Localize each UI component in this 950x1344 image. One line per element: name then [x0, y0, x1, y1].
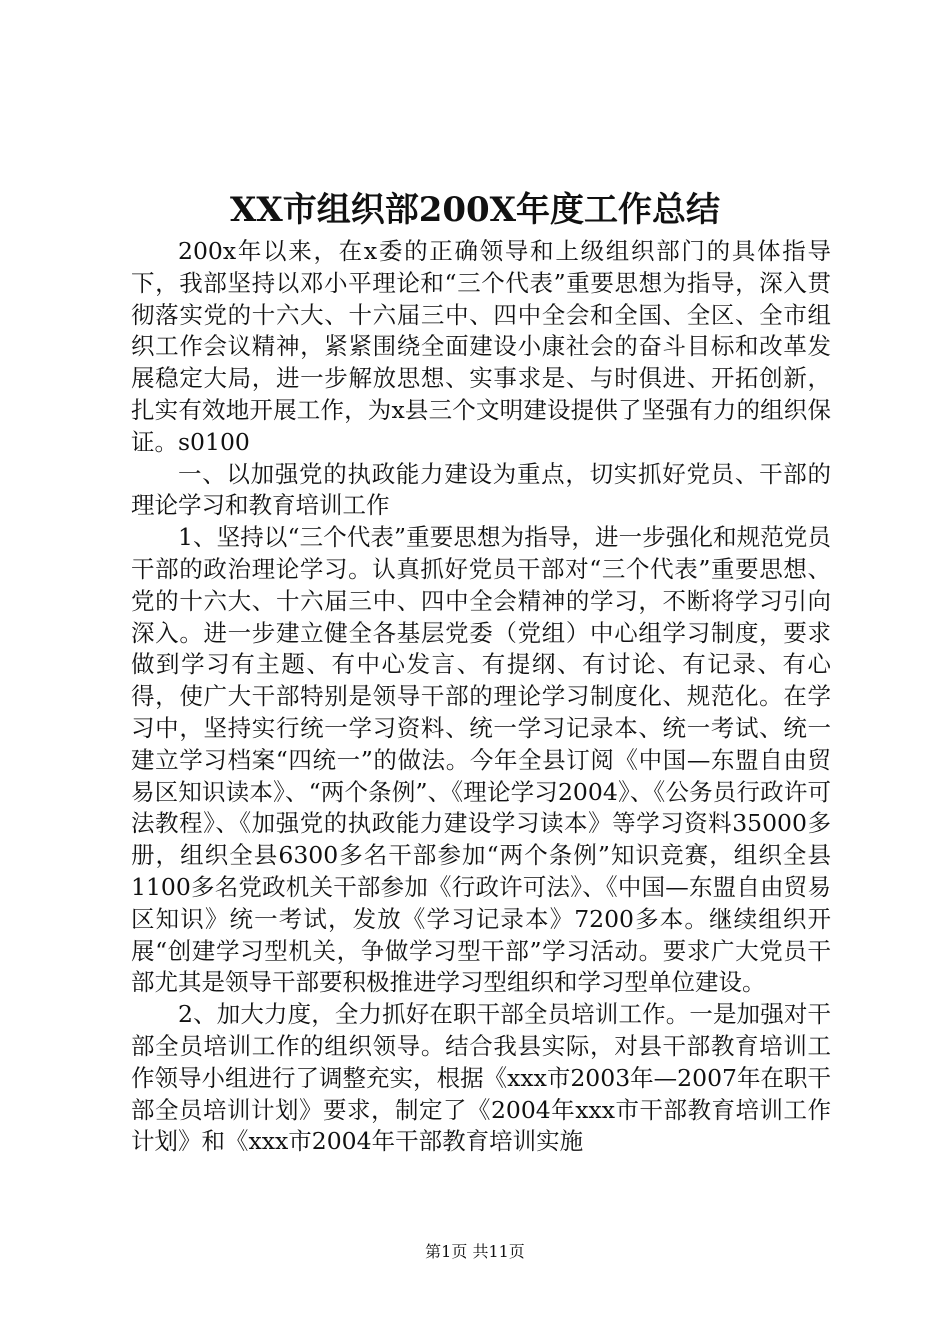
paragraph-section-heading: 一、以加强党的执政能力建设为重点，切实抓好党员、干部的理论学习和教育培训工作	[131, 459, 831, 520]
paragraph-item-2: 2、加大力度，全力抓好在职干部全员培训工作。一是加强对干部全员培训工作的组织领导。结合我县实际，对县干部教育培训工作领导小组进行了调整充实，根据《xxx市2003年—2007年在职干部全员培训计划》要求，制定了《2004年xxx市干部教育培训工作计划》和《xxx市2004年干部教育培训实施	[131, 1000, 831, 1156]
paragraph-intro: 200x年以来，在x委的正确领导和上级组织部门的具体指导下，我部坚持以邓小平理论和“三个代表”重要思想为指导，深入贯彻落实党的十六大、十六届三中、四中全会和全国、全区、全市组织工作会议精神，紧紧围绕全面建设小康社会的奋斗目标和改革发展稳定大局，进一步解放思想、实事求是、与时俱进、开拓创新，扎实有效地开展工作，为x县三个文明建设提供了坚强有力的组织保证。s0100	[131, 237, 831, 456]
paragraph-item-1: 1、坚持以“三个代表”重要思想为指导，进一步强化和规范党员干部的政治理论学习。认真抓好党员干部对“三个代表”重要思想、党的十六大、十六届三中、四中全会精神的学习，不断将学习引向深入。进一步建立健全各基层党委（党组）中心组学习制度，要求做到学习有主题、有中心发言、有提纲、有讨论、有记录、有心得，使广大干部特别是领导干部的理论学习制度化、规范化。在学习中，坚持实行统一学习资料、统一学习记录本、统一考试、统一建立学习档案“四统一”的做法。今年全县订阅《中国—东盟自由贸易区知识读本》、“两个条例”、《理论学习2004》、《公务员行政许可法教程》、《加强党的执政能力建设学习读本》等学习资料35000多册，组织全县6300多名干部参加“两个条例”知识竞赛，组织全县1100多名党政机关干部参加《行政许可法》、《中国—东盟自由贸易区知识》统一考试，发放《学习记录本》7200多本。继续组织开展“创建学习型机关，争做学习型干部”学习活动。要求广大党员干部尤其是领导干部要积极推进学习型组织和学习型单位建设。	[131, 523, 831, 997]
document-title: XX市组织部200X年度工作总结	[229, 190, 721, 230]
document-body	[131, 236, 831, 1158]
page-footer: 第1页 共11页	[425, 1242, 525, 1261]
